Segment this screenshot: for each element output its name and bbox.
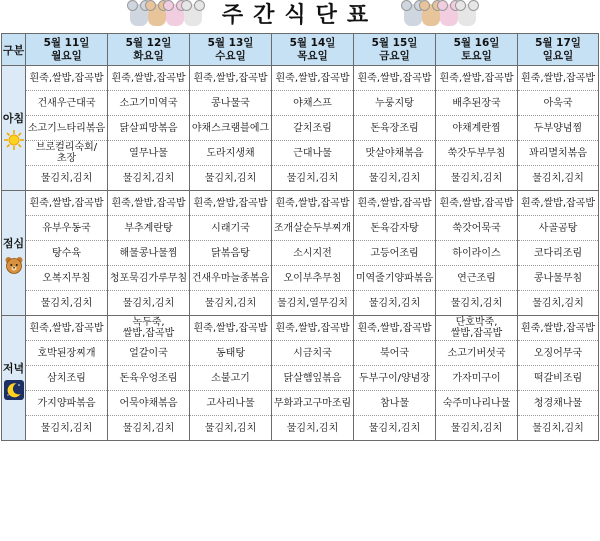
- menu-cell: 물김치,김치: [354, 416, 436, 441]
- menu-cell: 물김치,김치: [190, 166, 272, 191]
- menu-cell: 녹두죽, 쌀밥,잡곡밥: [108, 316, 190, 341]
- menu-cell: 브로컬리숙회/ 초장: [26, 141, 108, 166]
- table-row: [2, 266, 599, 291]
- meal-label-bear: [2, 191, 26, 316]
- menu-cell: 얼갈이국: [108, 341, 190, 366]
- menu-cell: 물김치,김치: [436, 166, 518, 191]
- meal-name: 아침: [2, 112, 25, 125]
- table-row: [2, 291, 599, 316]
- header: [0, 0, 600, 33]
- menu-cell: 닭살피망볶음: [108, 116, 190, 141]
- day-header: [190, 34, 272, 66]
- menu-cell: 소고기버섯국: [436, 341, 518, 366]
- menu-cell: 물김치,열무김치: [272, 291, 354, 316]
- sun-icon: [2, 130, 25, 150]
- menu-cell: 돈육우엉조림: [108, 366, 190, 391]
- table-row: [2, 341, 599, 366]
- menu-cell: 갈치조림: [272, 116, 354, 141]
- menu-cell: 두부양념찜: [518, 116, 599, 141]
- day-date: 5월 13일: [207, 36, 254, 49]
- bear-icon: [2, 255, 25, 275]
- menu-cell: 흰죽,쌀밥,잡곡밥: [354, 191, 436, 216]
- menu-cell: 가자미구이: [436, 366, 518, 391]
- day-header: [436, 34, 518, 66]
- menu-cell: 탕수육: [26, 241, 108, 266]
- menu-cell: 야채계란찜: [436, 116, 518, 141]
- mouse-icon: [458, 4, 476, 26]
- menu-cell: 무화과고구마조림: [272, 391, 354, 416]
- menu-cell: 물김치,김치: [518, 416, 599, 441]
- menu-cell: 흰죽,쌀밥,잡곡밥: [272, 66, 354, 91]
- menu-cell: 청포묵김가루무침: [108, 266, 190, 291]
- gubun-header: 구분: [2, 34, 26, 66]
- table-row: [2, 141, 599, 166]
- menu-cell: 물김치,김치: [436, 291, 518, 316]
- menu-cell: 흰죽,쌀밥,잡곡밥: [190, 66, 272, 91]
- menu-cell: 흰죽,쌀밥,잡곡밥: [26, 191, 108, 216]
- menu-cell: 쑥갓두부무침: [436, 141, 518, 166]
- day-date: 5월 11일: [43, 36, 90, 49]
- menu-cell: 소불고기: [190, 366, 272, 391]
- meal-name: 저녁: [2, 362, 25, 375]
- menu-cell: 맛살야채볶음: [354, 141, 436, 166]
- day-weekday: 화요일: [133, 49, 164, 62]
- day-weekday: 수요일: [215, 49, 246, 62]
- menu-cell: 흰죽,쌀밥,잡곡밥: [436, 66, 518, 91]
- menu-cell: 열무나물: [108, 141, 190, 166]
- menu-cell: 야채스크램블에그: [190, 116, 272, 141]
- menu-cell: 떡갈비조림: [518, 366, 599, 391]
- menu-cell: 유부우동국: [26, 216, 108, 241]
- menu-cell: 두부구이/양념장: [354, 366, 436, 391]
- menu-cell: 소고기느타리볶음: [26, 116, 108, 141]
- moon-icon: [2, 380, 25, 400]
- menu-cell: 물김치,김치: [272, 416, 354, 441]
- day-weekday: 목요일: [297, 49, 328, 62]
- menu-cell: 건새우근대국: [26, 91, 108, 116]
- menu-cell: 소시지전: [272, 241, 354, 266]
- menu-cell: 꽈리멸치볶음: [518, 141, 599, 166]
- menu-cell: 물김치,김치: [26, 416, 108, 441]
- menu-cell: 흰죽,쌀밥,잡곡밥: [518, 316, 599, 341]
- day-date: 5월 14일: [289, 36, 336, 49]
- menu-cell: 흰죽,쌀밥,잡곡밥: [518, 66, 599, 91]
- table-row: [2, 416, 599, 441]
- menu-cell: 부추계란탕: [108, 216, 190, 241]
- menu-cell: 도라지생채: [190, 141, 272, 166]
- day-weekday: 토요일: [461, 49, 492, 62]
- table-row: [2, 66, 599, 91]
- page-title: 주간식단표: [221, 3, 379, 28]
- menu-cell: 흰죽,쌀밥,잡곡밥: [272, 191, 354, 216]
- table-row: [2, 391, 599, 416]
- menu-cell: 북어국: [354, 341, 436, 366]
- menu-cell: 시금치국: [272, 341, 354, 366]
- menu-cell: 소고기미역국: [108, 91, 190, 116]
- menu-cell: 콩나물국: [190, 91, 272, 116]
- day-weekday: 금요일: [379, 49, 410, 62]
- table-row: [2, 241, 599, 266]
- menu-cell: 건새우마늘종볶음: [190, 266, 272, 291]
- menu-cell: 물김치,김치: [26, 291, 108, 316]
- day-header: [272, 34, 354, 66]
- day-date: 5월 16일: [453, 36, 500, 49]
- menu-cell: 물김치,김치: [108, 291, 190, 316]
- menu-cell: 하이라이스: [436, 241, 518, 266]
- day-date: 5월 12일: [125, 36, 172, 49]
- menu-cell: 물김치,김치: [108, 416, 190, 441]
- menu-cell: 어묵야채볶음: [108, 391, 190, 416]
- menu-cell: 흰죽,쌀밥,잡곡밥: [272, 316, 354, 341]
- menu-cell: 야채스프: [272, 91, 354, 116]
- menu-cell: 물김치,김치: [518, 291, 599, 316]
- menu-table: [1, 33, 599, 441]
- menu-cell: 흰죽,쌀밥,잡곡밥: [518, 191, 599, 216]
- menu-cell: 미역줄기양파볶음: [354, 266, 436, 291]
- menu-cell: 물김치,김치: [354, 166, 436, 191]
- menu-cell: 콩나물무침: [518, 266, 599, 291]
- menu-cell: 흰죽,쌀밥,잡곡밥: [190, 316, 272, 341]
- day-header: [518, 34, 599, 66]
- menu-cell: 배추된장국: [436, 91, 518, 116]
- menu-cell: 오복지무침: [26, 266, 108, 291]
- day-header: [26, 34, 108, 66]
- menu-cell: 단호박죽, 쌀밥,잡곡밥: [436, 316, 518, 341]
- menu-cell: 돈육감자탕: [354, 216, 436, 241]
- menu-cell: 해물콩나물찜: [108, 241, 190, 266]
- table-row: [2, 216, 599, 241]
- menu-cell: 닭살햄잎볶음: [272, 366, 354, 391]
- menu-cell: 돈육장조림: [354, 116, 436, 141]
- table-row: [2, 366, 599, 391]
- day-weekday: 일요일: [542, 49, 574, 62]
- menu-cell: 흰죽,쌀밥,잡곡밥: [436, 191, 518, 216]
- menu-cell: 누룽지탕: [354, 91, 436, 116]
- menu-cell: 물김치,김치: [190, 291, 272, 316]
- menu-cell: 흰죽,쌀밥,잡곡밥: [108, 191, 190, 216]
- meal-label-sun: [2, 66, 26, 191]
- menu-cell: 흰죽,쌀밥,잡곡밥: [190, 191, 272, 216]
- menu-cell: 아욱국: [518, 91, 599, 116]
- menu-cell: 쑥갓어묵국: [436, 216, 518, 241]
- menu-cell: 물김치,김치: [354, 291, 436, 316]
- menu-cell: 시래기국: [190, 216, 272, 241]
- menu-cell: 흰죽,쌀밥,잡곡밥: [354, 316, 436, 341]
- day-header: [108, 34, 190, 66]
- menu-cell: 물김치,김치: [26, 166, 108, 191]
- menu-cell: 사골곰탕: [518, 216, 599, 241]
- menu-cell: 고사리나물: [190, 391, 272, 416]
- menu-cell: 물김치,김치: [190, 416, 272, 441]
- menu-cell: 물김치,김치: [272, 166, 354, 191]
- menu-cell: 연근조림: [436, 266, 518, 291]
- table-row: [2, 316, 599, 341]
- day-date: 5월 17일: [535, 36, 581, 49]
- menu-cell: 근대나물: [272, 141, 354, 166]
- table-row: [2, 91, 599, 116]
- menu-cell: 흰죽,쌀밥,잡곡밥: [26, 66, 108, 91]
- table-row: [2, 116, 599, 141]
- menu-cell: 흰죽,쌀밥,잡곡밥: [354, 66, 436, 91]
- table-row: [2, 191, 599, 216]
- menu-cell: 닭볶음탕: [190, 241, 272, 266]
- day-weekday: 월요일: [51, 49, 82, 62]
- menu-cell: 조개살순두부찌개: [272, 216, 354, 241]
- day-date: 5월 15일: [371, 36, 418, 49]
- menu-cell: 흰죽,쌀밥,잡곡밥: [26, 316, 108, 341]
- menu-cell: 동태탕: [190, 341, 272, 366]
- menu-cell: 참나물: [354, 391, 436, 416]
- menu-cell: 가지양파볶음: [26, 391, 108, 416]
- menu-cell: 물김치,김치: [518, 166, 599, 191]
- menu-cell: 흰죽,쌀밥,잡곡밥: [108, 66, 190, 91]
- day-header: [354, 34, 436, 66]
- menu-cell: 물김치,김치: [436, 416, 518, 441]
- menu-cell: 오징어무국: [518, 341, 599, 366]
- meal-name: 점심: [2, 237, 25, 250]
- menu-cell: 고등어조림: [354, 241, 436, 266]
- menu-cell: 호박된장찌개: [26, 341, 108, 366]
- menu-cell: 청경채나물: [518, 391, 599, 416]
- menu-cell: 코다리조림: [518, 241, 599, 266]
- menu-cell: 물김치,김치: [108, 166, 190, 191]
- menu-cell: 삼치조림: [26, 366, 108, 391]
- menu-cell: 숙주미나리나물: [436, 391, 518, 416]
- meal-label-moon: [2, 316, 26, 441]
- menu-cell: 오이부추무침: [272, 266, 354, 291]
- table-row: [2, 166, 599, 191]
